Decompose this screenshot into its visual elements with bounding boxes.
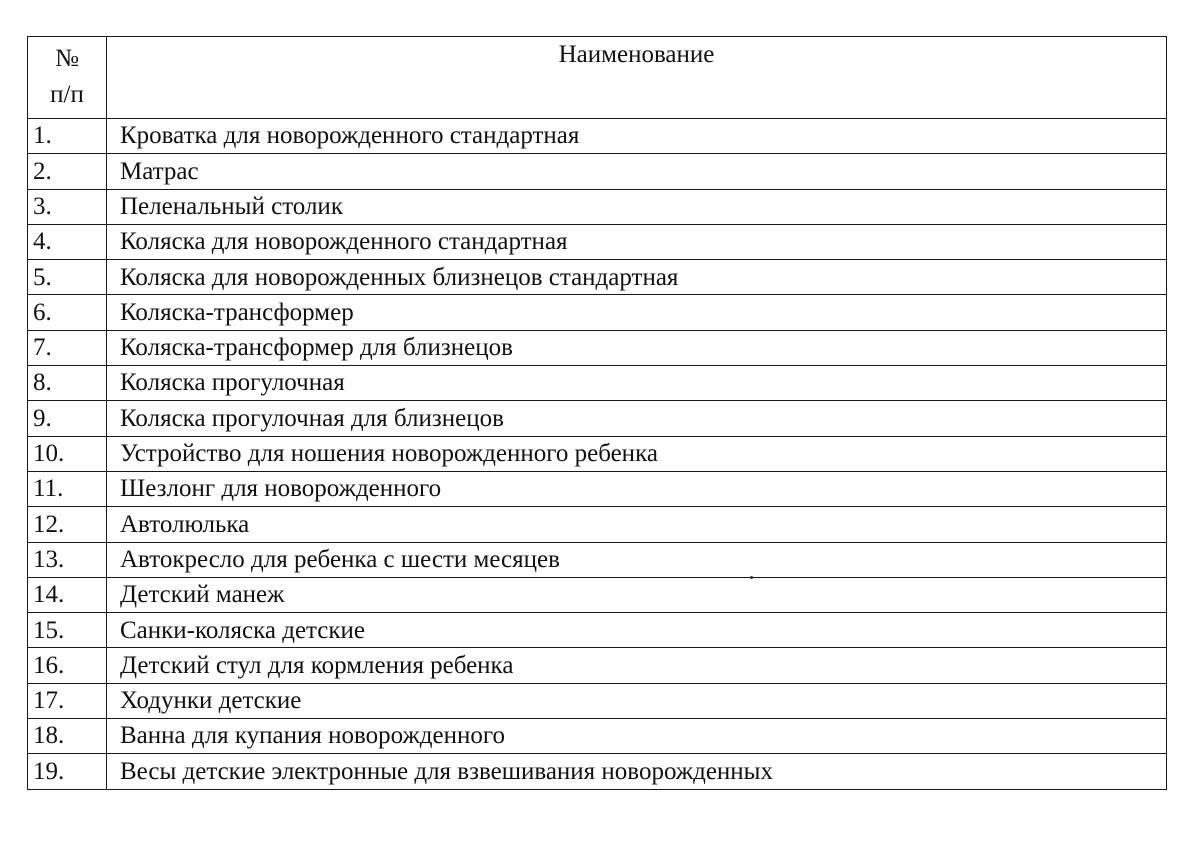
row-number: 3. (28, 189, 107, 224)
row-name: Детский манеж (107, 577, 1167, 612)
row-name: Коляска прогулочная для близнецов (107, 401, 1167, 436)
row-number: 6. (28, 295, 107, 330)
table-row (28, 295, 1167, 330)
row-name: Коляска для новорожденных близнецов стандартная (107, 260, 1167, 295)
row-name: Коляска для новорожденного стандартная (107, 224, 1167, 259)
row-number: 14. (28, 577, 107, 612)
number-header-abbrev: п/п (50, 81, 84, 109)
table-row (28, 507, 1167, 542)
row-name: Коляска прогулочная (107, 366, 1167, 401)
table-row (28, 436, 1167, 471)
row-name: Матрас (107, 154, 1167, 189)
table-row (28, 754, 1167, 789)
row-number: 2. (28, 154, 107, 189)
table-row (28, 577, 1167, 612)
row-name: Пеленальный столик (107, 189, 1167, 224)
row-number: 13. (28, 542, 107, 577)
row-name: Кроватка для новорожденного стандартная (107, 119, 1167, 154)
table-row (28, 401, 1167, 436)
row-name: Коляска-трансформер (107, 295, 1167, 330)
row-number: 19. (28, 754, 107, 789)
scan-speck (750, 576, 753, 579)
table-row (28, 330, 1167, 365)
row-number: 1. (28, 119, 107, 154)
row-name: Детский стул для кормления ребенка (107, 648, 1167, 683)
row-number: 4. (28, 224, 107, 259)
row-number: 8. (28, 366, 107, 401)
table-row (28, 366, 1167, 401)
table-row (28, 471, 1167, 506)
table-row (28, 154, 1167, 189)
table-row (28, 683, 1167, 718)
table-row (28, 613, 1167, 648)
table-row (28, 719, 1167, 754)
row-name: Санки-коляска детские (107, 613, 1167, 648)
number-header-symbol: № (55, 45, 79, 72)
items-table (27, 36, 1167, 790)
row-number: 18. (28, 719, 107, 754)
row-name: Ходунки детские (107, 683, 1167, 718)
row-name: Весы детские электронные для взвешивания новорожденных (107, 754, 1167, 789)
row-name: Автолюлька (107, 507, 1167, 542)
row-number: 17. (28, 683, 107, 718)
table-row (28, 648, 1167, 683)
table-row (28, 224, 1167, 259)
row-number: 9. (28, 401, 107, 436)
row-name: Автокресло для ребенка с шести месяцев (107, 542, 1167, 577)
row-name: Ванна для купания новорожденного (107, 719, 1167, 754)
row-name: Коляска-трансформер для близнецов (107, 330, 1167, 365)
table-row (28, 119, 1167, 154)
row-number: 16. (28, 648, 107, 683)
row-number: 12. (28, 507, 107, 542)
table-row (28, 189, 1167, 224)
number-column-header (28, 37, 107, 119)
table-row (28, 260, 1167, 295)
name-column-header: Наименование (107, 37, 1167, 119)
row-number: 10. (28, 436, 107, 471)
row-number: 7. (28, 330, 107, 365)
row-number: 15. (28, 613, 107, 648)
row-name: Устройство для ношения новорожденного ребенка (107, 436, 1167, 471)
row-number: 5. (28, 260, 107, 295)
row-name: Шезлонг для новорожденного (107, 471, 1167, 506)
table-row (28, 542, 1167, 577)
row-number: 11. (28, 471, 107, 506)
table-header-row (28, 37, 1167, 119)
table-body (28, 119, 1167, 790)
